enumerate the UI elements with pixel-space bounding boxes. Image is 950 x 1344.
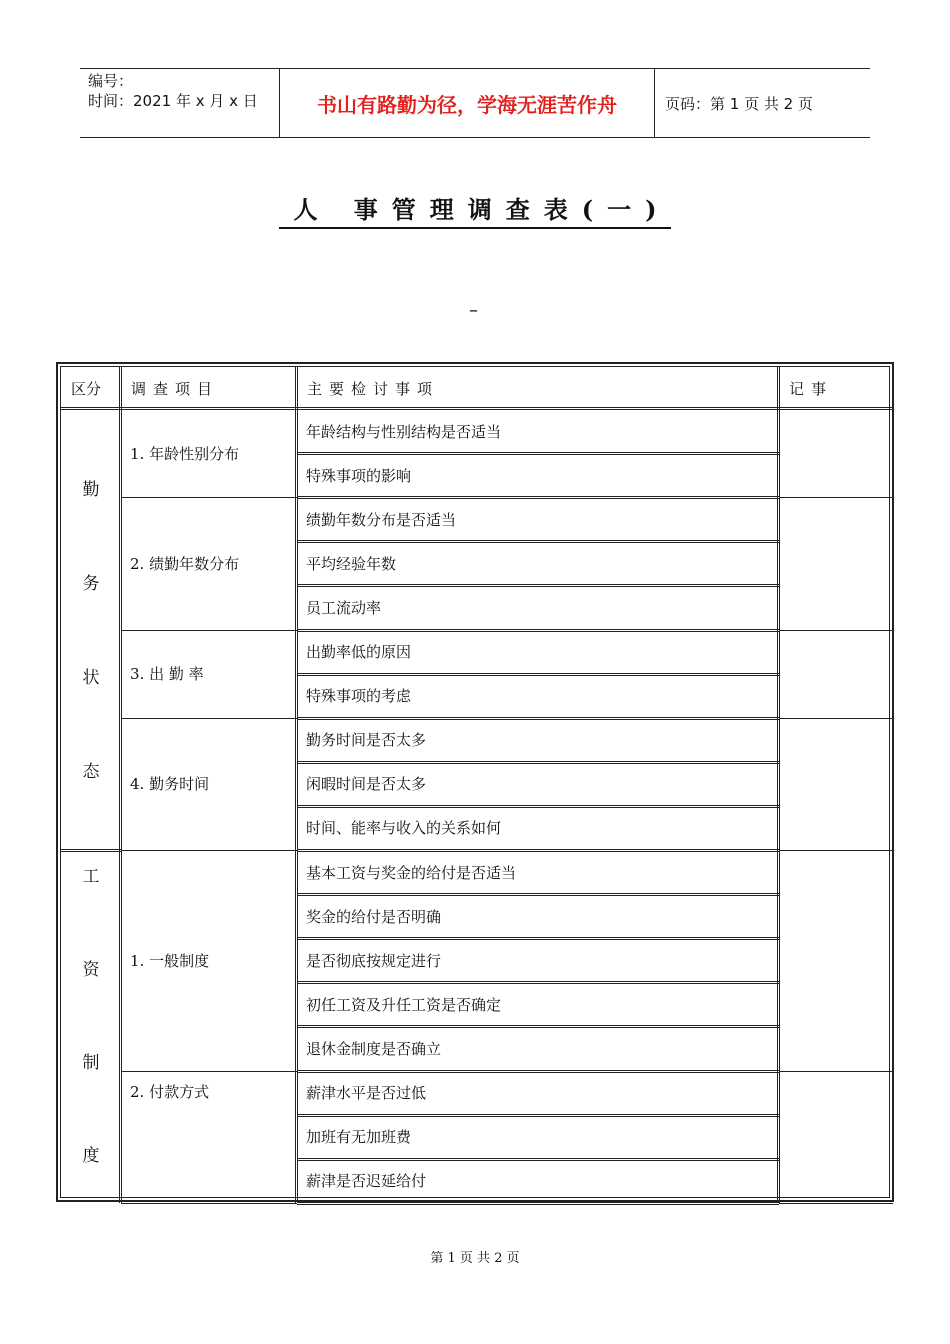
- check-item: 员工流动率: [306, 598, 382, 617]
- document-title: [0, 190, 950, 225]
- category-char: 度: [82, 1146, 100, 1166]
- category-char: 状: [82, 668, 100, 688]
- check-item: 薪津是否迟延给付: [306, 1172, 427, 1191]
- column-divider: [121, 367, 122, 1203]
- page-footer: 第 1 页 共 2 页: [430, 1251, 520, 1266]
- survey-item: 4. 勤务时间: [130, 775, 210, 794]
- column-divider: [295, 367, 296, 1203]
- check-item: 基本工资与奖金的给付是否适当: [306, 863, 517, 882]
- header-page-info: 页码：第 1 页 共 2 页: [665, 94, 813, 113]
- note-cell: [779, 850, 893, 1071]
- survey-table: [56, 362, 894, 1202]
- group-divider: [121, 1203, 297, 1204]
- survey-table-grid: [60, 366, 890, 1198]
- category-cell: [61, 850, 121, 1203]
- header-category: 区分: [71, 379, 102, 398]
- survey-item: 1. 一般制度: [130, 951, 210, 970]
- title-text: 人 事管理调查表(一): [279, 195, 670, 229]
- category-char: 勤: [82, 480, 100, 500]
- category-char: 务: [82, 574, 100, 594]
- check-item: 加班有无加班费: [306, 1128, 412, 1147]
- category-char: 资: [82, 960, 100, 980]
- row-divider: [297, 1204, 779, 1205]
- category-char: 工: [82, 867, 100, 887]
- check-item: 退休金制度是否确立: [306, 1039, 442, 1058]
- check-item: 闲暇时间是否太多: [306, 775, 427, 794]
- header-motto: 书山有路勤为径，学海无涯苦作舟: [280, 69, 655, 137]
- check-item: 特殊事项的影响: [306, 466, 412, 485]
- header-note: 记事: [789, 379, 834, 398]
- note-cell: [779, 630, 893, 718]
- serial-label: 编号：: [88, 72, 134, 90]
- survey-item: 1. 年龄性别分布: [130, 444, 240, 463]
- check-item: 绩勤年数分布是否适当: [306, 510, 457, 529]
- category-cell: [61, 409, 121, 850]
- survey-item: 2. 绩勤年数分布: [130, 554, 240, 573]
- group-divider: [779, 1203, 893, 1204]
- header-meta: [80, 69, 280, 137]
- note-cell: [779, 497, 893, 629]
- check-item: 特殊事项的考虑: [306, 687, 412, 706]
- check-item: 出勤率低的原因: [306, 643, 412, 662]
- column-divider: [777, 367, 778, 1203]
- check-item: 勤务时间是否太多: [306, 731, 427, 750]
- check-item: 时间、能率与收入的关系如何: [306, 819, 502, 838]
- note-cell: [779, 409, 893, 497]
- note-cell: [779, 718, 893, 850]
- category-char: 制: [82, 1053, 100, 1073]
- category-char: 态: [82, 762, 100, 782]
- column-divider: [297, 367, 298, 1203]
- column-divider: [779, 367, 780, 1203]
- header-divider: [61, 407, 893, 408]
- note-cell: [779, 1071, 893, 1203]
- dash-mark: –: [469, 300, 478, 321]
- check-item: 薪津水平是否过低: [306, 1084, 427, 1103]
- survey-item: 2. 付款方式: [130, 1082, 210, 1101]
- header-item: 调查项目: [131, 379, 220, 398]
- check-item: 是否彻底按规定进行: [306, 951, 442, 970]
- check-item: 奖金的给付是否明确: [306, 907, 442, 926]
- time-label: 时间：2021 年 x 月 x 日: [88, 92, 258, 110]
- check-item: 平均经验年数: [306, 554, 397, 573]
- header-check: 主要检讨事项: [307, 379, 440, 398]
- row-divider: [297, 1202, 779, 1203]
- check-item: 年龄结构与性别结构是否适当: [306, 422, 502, 441]
- page-header: [80, 68, 870, 138]
- check-item: 初任工资及升任工资是否确定: [306, 995, 502, 1014]
- survey-item: 3. 出 勤 率: [130, 665, 204, 684]
